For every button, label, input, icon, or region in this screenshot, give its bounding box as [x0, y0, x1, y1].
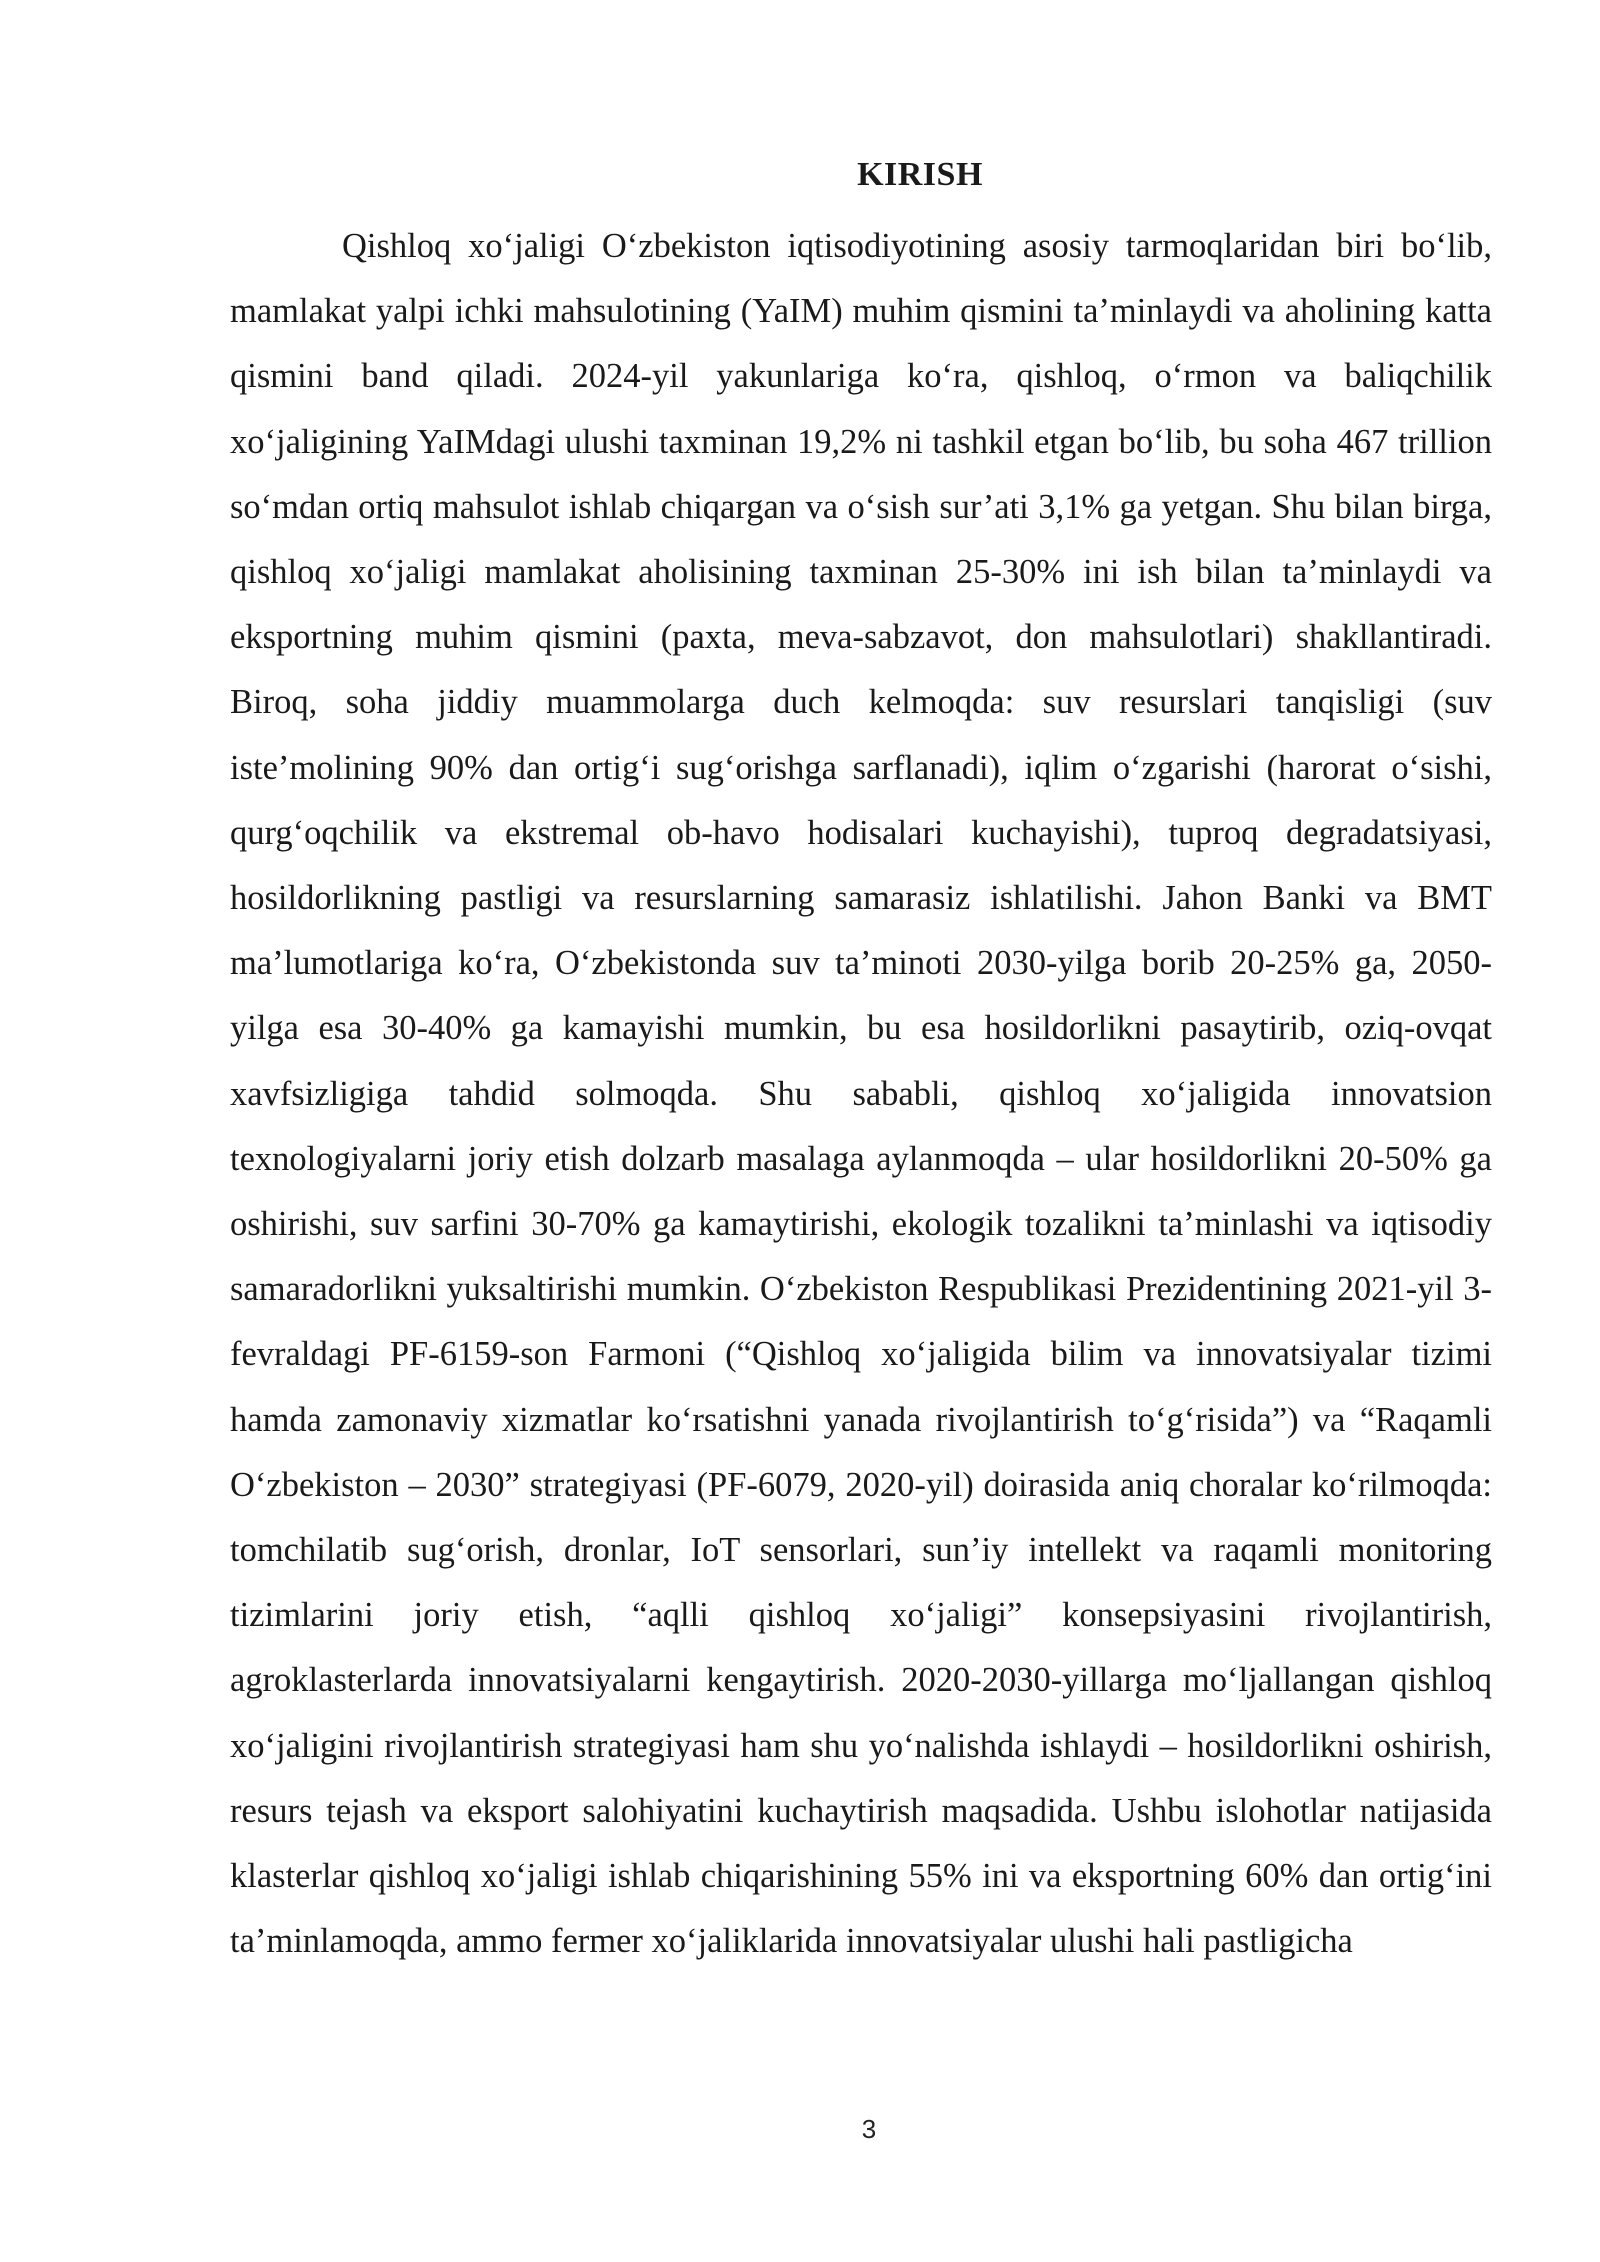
- page-number: 3: [861, 2114, 877, 2144]
- body-paragraph: Qishloq xo‘jaligi O‘zbekiston iqtisodiyotining asosiy tarmoqlaridan biri bo‘lib, mamlakat yalpi ichki mahsulotining (YaIM) muhim qismini ta’minlaydi va aholining katta qismini band qiladi. 2024-yil yakunlariga ko‘ra, qishloq, o‘rmon va baliqchilik xo‘jaligining YaIMdagi ulushi taxminan 19,2% ni tashkil etgan bo‘lib, bu soha 467 trillion so‘mdan ortiq mahsulot ishlab chiqargan va o‘sish sur’ati 3,1% ga yetgan. Shu bilan birga, qishloq xo‘jaligi mamlakat aholisining taxminan 25-30% ini ish bilan ta’minlaydi va eksportning muhim qismini (paxta, meva-sabzavot, don mahsulotlari) shakllantiradi. Biroq, soha jiddiy muammolarga duch kelmoqda: suv resurslari tanqisligi (suv iste’molining 90% dan ortig‘i sug‘orishga sarflanadi), iqlim o‘zgarishi (harorat o‘sishi, qurg‘oqchilik va ekstremal ob-havo hodisalari kuchayishi), tuproq degradatsiyasi, hosildorlikning pastligi va resurslarning samarasiz ishlatilishi. Jahon Banki va BMT ma’lumotlariga ko‘ra, O‘zbekistonda suv ta’minoti 2030-yilga borib 20-25% ga, 2050-yilga esa 30-40% ga kamayishi mumkin, bu esa hosildorlikni pasaytirib, oziq-ovqat xavfsizligiga tahdid solmoqda. Shu sababli, qishloq xo‘jaligida innovatsion texnologiyalarni joriy etish dolzarb masalaga aylanmoqda – ular hosildorlikni 20-50% ga oshirishi, suv sarfini 30-70% ga kamaytirishi, ekologik tozalikni ta’minlashi va iqtisodiy samaradorlikni yuksaltirishi mumkin. O‘zbekiston Respublikasi Prezidentining 2021-yil 3-fevraldagi PF-6159-son Farmoni (“Qishloq xo‘jaligida bilim va innovatsiyalar tizimi hamda zamonaviy xizmatlar ko‘rsatishni yanada rivojlantirish to‘g‘risida”) va “Raqamli O‘zbekiston – 2030” strategiyasi (PF-6079, 2020-yil) doirasida aniq choralar ko‘rilmoqda: tomchilatib sug‘orish, dronlar, IoT sensorlari, sun’iy intellekt va raqamli monitoring tizimlarini joriy etish, “aqlli qishloq xo‘jaligi” konsepsiyasini rivojlantirish, agroklasterlarda innovatsiyalarni kengaytirish. 2020-2030-yillarga mo‘ljallangan qishloq xo‘jaligini rivojlantirish strategiyasi ham shu yo‘nalishda ishlaydi – hosildorlikni oshirish, resurs tejash va eksport salohiyatini kuchaytirish maqsadida. Ushbu islohotlar natijasida klasterlar qishloq xo‘jaligi ishlab chiqarishining 55% ini va eksportning 60% dan ortig‘ini ta’minlamoqda, ammo fermer xo‘jaliklarida innovatsiyalar ulushi hali pastligicha: [230, 227, 1492, 1961]
- section-heading: KIRISH: [857, 156, 983, 193]
